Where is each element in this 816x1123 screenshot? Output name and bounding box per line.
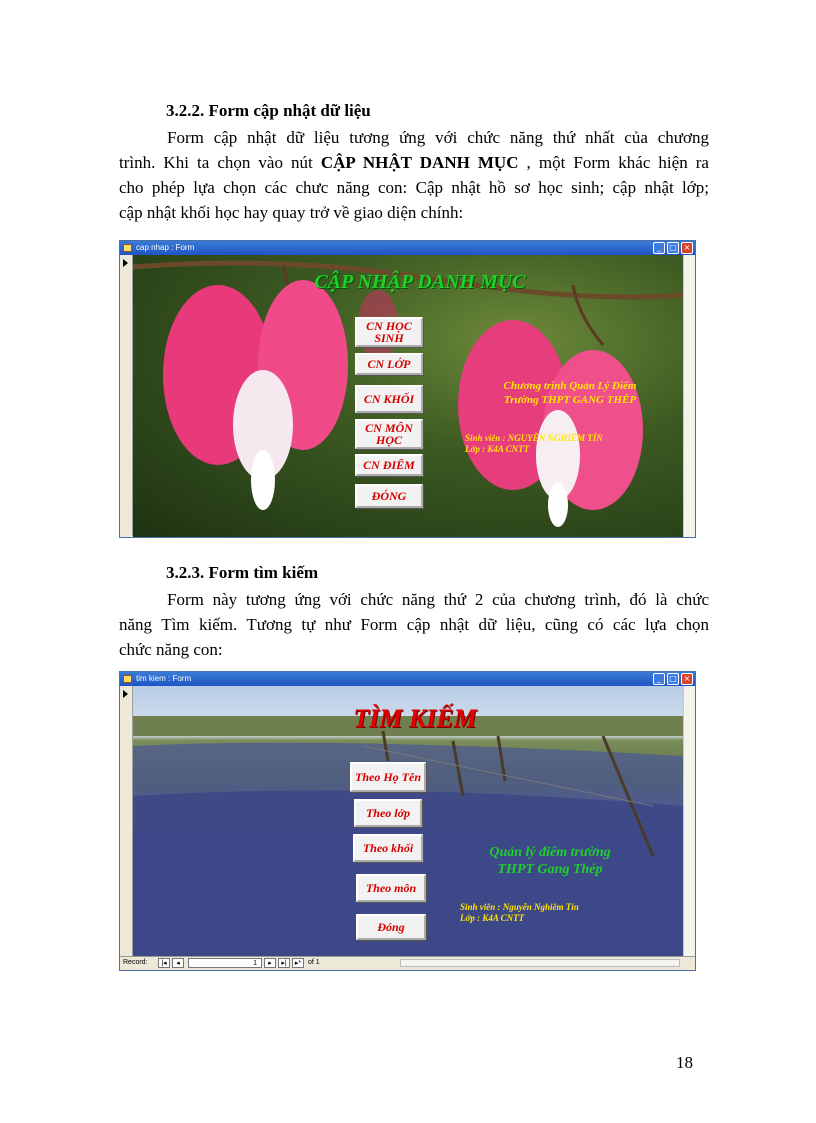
maximize-icon[interactable]: □ (667, 242, 679, 254)
close-icon[interactable]: × (681, 242, 693, 254)
window-titlebar[interactable] (120, 241, 695, 255)
update-class-button[interactable]: CN LỚP (355, 353, 423, 375)
close-form-button[interactable]: ĐÓNG (355, 484, 423, 508)
new-record-icon[interactable]: ▸* (292, 958, 304, 968)
section-heading-update: 3.2.2. Form cập nhật dữ liệu (166, 101, 371, 120)
previous-record-icon[interactable]: ◂ (172, 958, 184, 968)
close-icon[interactable]: × (681, 673, 693, 685)
form-icon (123, 244, 132, 252)
search-by-grade-button[interactable]: Theo khối (353, 834, 423, 862)
school-name: Trường THPT GANG THÉP (503, 394, 637, 406)
paragraph-line: cập nhật khối học hay quay trở về giao diện chính: (119, 203, 464, 222)
minimize-icon[interactable]: _ (653, 242, 665, 254)
paragraph-line: năng Tìm kiếm. Tương tự như Form cập nhật dữ liệu, cũng có các lựa chọn (119, 615, 709, 634)
program-name: Quản lý điểm trường (489, 845, 611, 860)
author-name: Sinh viên : Nguyễn Nghiêm Tín (460, 902, 579, 912)
update-score-button[interactable]: CN ĐIỂM (355, 454, 423, 476)
vertical-scrollbar[interactable] (683, 686, 695, 957)
record-label: Record: (123, 959, 148, 966)
author-info (460, 902, 670, 924)
horizontal-scrollbar[interactable] (400, 959, 680, 967)
record-number-input[interactable]: 1 (188, 958, 262, 968)
paragraph-line: trình. Khi ta chọn vào nút CẬP NHẬT DANH MỤC , một Form khác hiện ra (119, 153, 709, 172)
form-title: TÌM KIẾM (353, 704, 477, 733)
record-pointer-icon (123, 259, 128, 267)
paragraph-update (119, 125, 709, 225)
program-name: Chương trình Quản Lý Điểm (503, 380, 637, 392)
window-titlebar[interactable] (120, 672, 695, 686)
paragraph-line: chức năng con: (119, 640, 223, 659)
page-number: 18 (676, 1053, 693, 1072)
paragraph-line: cho phép lựa chọn các chưc năng con: Cập nhật hồ sơ học sinh; cập nhật lớp; (119, 178, 709, 197)
search-by-name-button[interactable]: Theo Họ Tên (350, 762, 426, 792)
record-navigation-bar (120, 956, 695, 970)
last-record-icon[interactable]: ▸| (278, 958, 290, 968)
form-title: CẬP NHẬP DANH MỤC (314, 271, 526, 293)
search-by-class-button[interactable]: Theo lớp (354, 799, 422, 827)
button-name-reference: CẬP NHẬT DANH MỤC (320, 153, 519, 172)
first-record-icon[interactable]: |◂ (158, 958, 170, 968)
author-name: Sinh viên : NGUYỄN NGHIÊM TÍN (465, 433, 603, 443)
next-record-icon[interactable]: ▸ (264, 958, 276, 968)
paragraph-search (119, 587, 709, 662)
program-info (470, 379, 670, 407)
update-form-window (119, 240, 696, 538)
record-selector[interactable] (120, 255, 133, 536)
record-pointer-icon (123, 690, 128, 698)
paragraph-line: Form này tương ứng với chức năng thứ 2 của chương trình, đó là chức (167, 590, 709, 609)
author-info (465, 433, 675, 455)
section-heading-search: 3.2.3. Form tìm kiếm (166, 563, 319, 582)
search-form-window (119, 671, 696, 971)
update-student-button[interactable]: CN HỌC SINH (355, 317, 423, 347)
vertical-scrollbar[interactable] (683, 255, 695, 537)
author-class: Lớp : K4A CNTT (460, 913, 525, 923)
window-title: tim kiem : Form (136, 674, 192, 683)
update-grade-button[interactable]: CN KHỐI (355, 385, 423, 413)
program-info (450, 844, 650, 878)
school-name: THPT Gang Thép (497, 862, 603, 877)
minimize-icon[interactable]: _ (653, 673, 665, 685)
search-by-subject-button[interactable]: Theo môn (356, 874, 426, 902)
record-count: of 1 (308, 959, 320, 966)
record-selector[interactable] (120, 686, 133, 957)
window-title: cap nhap : Form (136, 243, 195, 252)
update-subject-button[interactable]: CN MÔN HỌC (355, 419, 423, 449)
paragraph-line: Form cập nhật dữ liệu tương ứng với chức năng thứ nhất của chương (167, 128, 709, 147)
close-search-button[interactable]: Đóng (356, 914, 426, 940)
maximize-icon[interactable]: □ (667, 673, 679, 685)
author-class: Lớp : K4A CNTT (465, 444, 530, 454)
form-icon (123, 675, 132, 683)
